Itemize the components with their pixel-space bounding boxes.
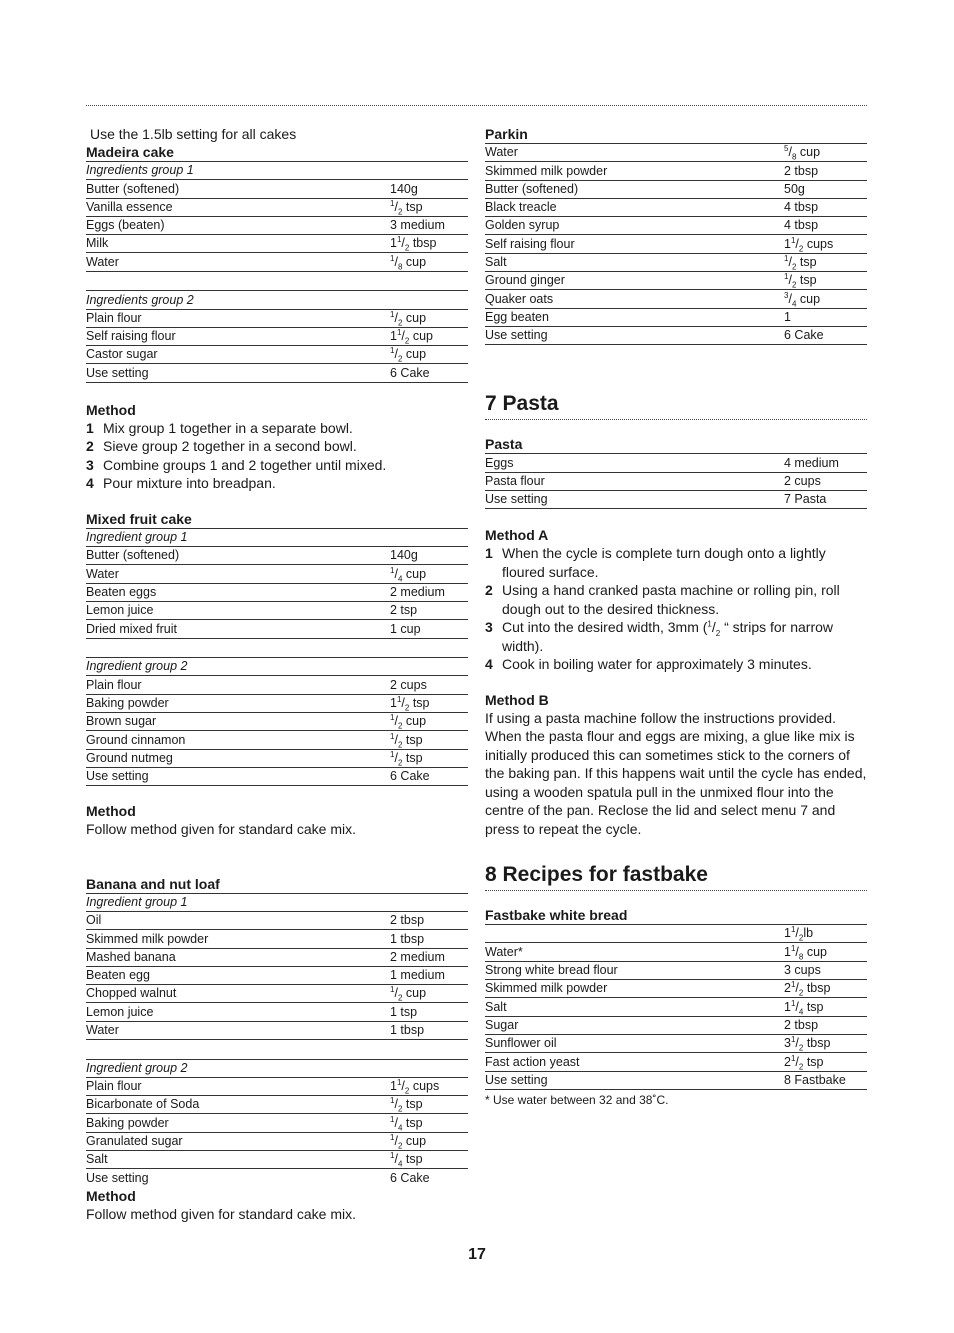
group-label: Ingredient group 2	[86, 1060, 390, 1078]
ingredient-name: Lemon juice	[86, 601, 390, 619]
ingredient-quantity: $1^1/_2$ cups	[784, 235, 867, 253]
ingredient-quantity: $^1/_2$ tsp	[390, 749, 468, 767]
ingredient-name: Eggs	[485, 454, 784, 472]
ingredient-quantity: 6 Cake	[390, 767, 468, 785]
ingredient-quantity: 1 medium	[390, 966, 468, 984]
ingredient-quantity	[390, 638, 468, 658]
ingredient-name: Eggs (beaten)	[86, 216, 390, 234]
ingredient-name: Self raising flour	[86, 327, 390, 345]
ingredient-name: Sunflower oil	[485, 1034, 784, 1052]
ingredient-name: Use setting	[485, 490, 784, 508]
table-row	[86, 198, 468, 216]
mixed-fruit-method-title: Method	[86, 803, 136, 820]
ingredient-name: Baking powder	[86, 694, 390, 712]
table-row	[86, 948, 468, 966]
intro-text: Use the 1.5lb setting for all cakes	[90, 126, 297, 142]
table-row	[86, 565, 468, 583]
ingredient-quantity: $^1/_2$ cup	[390, 309, 468, 327]
step-text: When the cycle is complete turn dough onto a lightly floured surface.	[502, 545, 826, 580]
ingredient-quantity: 4 tbsp	[784, 198, 867, 216]
ingredient-quantity: $^1/_2$ cup	[390, 1132, 468, 1150]
step-number: 4	[485, 656, 493, 673]
ingredient-quantity: $^1/_2$ tsp	[390, 1096, 468, 1114]
table-row	[86, 620, 468, 638]
method-step	[485, 581, 867, 618]
ingredient-quantity: 1 tbsp	[390, 930, 468, 948]
ingredient-name: Plain flour	[86, 1077, 390, 1095]
table-row	[86, 638, 468, 658]
blank-row	[86, 638, 390, 658]
table-row	[86, 1169, 468, 1187]
ingredient-quantity: 2 cups	[390, 676, 468, 694]
fastbake-title: Fastbake white bread	[485, 907, 628, 924]
blank-row	[86, 271, 390, 291]
pasta-ingredients-table	[485, 453, 867, 509]
ingredient-quantity: $^1/_2$ cup	[390, 346, 468, 364]
ingredient-name: Salt	[485, 253, 784, 271]
ingredient-name: Salt	[86, 1150, 390, 1168]
ingredient-name: Use setting	[86, 767, 390, 785]
table-row	[86, 1114, 468, 1132]
group-label: Ingredients group 1	[86, 162, 390, 180]
banana-title: Banana and nut loaf	[86, 875, 220, 892]
table-row	[86, 676, 468, 694]
step-text: Pour mixture into breadpan.	[103, 475, 276, 492]
table-row	[86, 346, 468, 364]
ingredient-name: Use setting	[485, 1071, 784, 1089]
method-step	[86, 419, 468, 438]
table-row	[86, 1003, 468, 1021]
table-row	[86, 911, 468, 929]
ingredient-name: Water	[86, 1021, 390, 1039]
header-cell	[485, 925, 784, 943]
blank-row	[86, 1040, 390, 1060]
ingredient-name: Dried mixed fruit	[86, 620, 390, 638]
mixed-fruit-ingredients-group-2-table	[86, 658, 468, 786]
method-step	[86, 437, 468, 456]
table-row	[86, 180, 468, 198]
table-row	[485, 490, 867, 508]
ingredient-quantity	[390, 162, 468, 180]
ingredient-quantity: $3^1/_2$ tbsp	[784, 1034, 867, 1052]
ingredient-quantity: $1^1/_2$ cups	[390, 1077, 468, 1095]
table-row	[485, 217, 867, 235]
table-row	[86, 528, 468, 546]
table-row	[86, 767, 468, 785]
group-label: Ingredients group 2	[86, 291, 390, 309]
ingredient-quantity: 2 cups	[784, 472, 867, 490]
method-step	[86, 474, 468, 493]
banana-ingredients-group-2-table	[86, 1060, 468, 1187]
fastbake-section-heading: 8 Recipes for fastbake	[485, 862, 867, 891]
table-row	[485, 980, 867, 998]
ingredient-name: Salt	[485, 998, 784, 1016]
ingredient-quantity	[390, 658, 468, 676]
table-row	[86, 291, 468, 309]
ingredient-quantity: 2 medium	[390, 583, 468, 601]
step-text: Cook in boiling water for approximately 3 minutes.	[502, 656, 812, 673]
table-row	[86, 583, 468, 601]
table-row	[485, 1053, 867, 1071]
ingredient-quantity: $^1/_4$ cup	[390, 565, 468, 583]
ingredient-quantity: $^1/_2$ tsp	[390, 731, 468, 749]
step-number: 3	[86, 456, 94, 473]
ingredient-quantity: 50g	[784, 180, 867, 198]
group-label: Ingredient group 2	[86, 658, 390, 676]
ingredient-quantity: $1^1/_2lb$	[784, 925, 867, 943]
parkin-ingredients-table	[485, 143, 867, 345]
ingredient-name: Butter (softened)	[86, 547, 390, 565]
table-row	[485, 180, 867, 198]
group-label: Ingredient group 1	[86, 528, 390, 546]
mixed-fruit-title: Mixed fruit cake	[86, 510, 192, 527]
banana-ingredients-table	[86, 893, 468, 1060]
table-row	[485, 472, 867, 490]
step-text: Mix group 1 together in a separate bowl.	[103, 419, 353, 436]
table-row	[86, 893, 468, 911]
ingredient-quantity	[390, 528, 468, 546]
table-row	[86, 1132, 468, 1150]
ingredient-quantity: $^1/_2$ cup	[390, 985, 468, 1003]
ingredient-name: Use setting	[86, 1170, 149, 1185]
ingredient-name: Bicarbonate of Soda	[86, 1096, 390, 1114]
table-row	[86, 712, 468, 730]
step-number: 1	[86, 419, 94, 436]
ingredient-quantity: $^1/_4$ tsp	[390, 1150, 468, 1168]
madeira-title: Madeira cake	[86, 144, 174, 160]
madeira-ingredients-group-2-table	[86, 291, 468, 382]
table-row	[485, 144, 867, 162]
ingredient-name: Quaker oats	[485, 290, 784, 308]
ingredient-name: Use setting	[86, 364, 390, 382]
ingredient-name: Beaten egg	[86, 966, 390, 984]
ingredient-quantity: $^5/_8$ cup	[784, 144, 867, 162]
ingredient-name: Self raising flour	[485, 235, 784, 253]
ingredient-name: Granulated sugar	[86, 1132, 390, 1150]
ingredient-quantity: $1^1/_2$ tbsp	[390, 235, 468, 253]
ingredient-name: Plain flour	[86, 309, 390, 327]
ingredient-quantity: 4 medium	[784, 454, 867, 472]
table-row	[86, 749, 468, 767]
ingredient-quantity: 2 tbsp	[784, 162, 867, 180]
group-label: Ingredient group 1	[86, 893, 390, 911]
ingredient-name: Oil	[86, 911, 390, 929]
ingredient-name: Water	[86, 253, 390, 271]
ingredient-quantity	[390, 271, 468, 291]
banana-method-text: Follow method given for standard cake mix.	[86, 1205, 357, 1222]
ingredient-quantity: 2 tbsp	[784, 1016, 867, 1034]
ingredient-name: Skimmed milk powder	[485, 980, 784, 998]
table-row	[485, 1034, 867, 1052]
ingredient-name: Plain flour	[86, 676, 390, 694]
step-text: Combine groups 1 and 2 together until mixed.	[103, 456, 387, 473]
ingredient-quantity: $1^1/_4$ tsp	[784, 998, 867, 1016]
table-row	[86, 658, 468, 676]
mixed-fruit-ingredients-table	[86, 528, 468, 658]
fastbake-water-note: * Use water between 32 and 38˚C.	[485, 1092, 669, 1107]
ingredient-quantity: $2^1/_2$ tbsp	[784, 980, 867, 998]
ingredient-quantity: 3 medium	[390, 216, 468, 234]
table-row	[86, 547, 468, 565]
ingredient-quantity: $^1/_2$ tsp	[784, 253, 867, 271]
method-step	[86, 456, 468, 475]
ingredient-name: Skimmed milk powder	[86, 930, 390, 948]
ingredient-name: Pasta flour	[485, 472, 784, 490]
step-text: Using a hand cranked pasta machine or rolling pin, roll dough out to the desired thickness.	[502, 582, 840, 617]
left-column	[86, 125, 468, 1223]
ingredient-name: Ground nutmeg	[86, 749, 390, 767]
pasta-title: Pasta	[485, 436, 523, 453]
table-row	[485, 1071, 867, 1089]
ingredient-quantity	[390, 1060, 468, 1078]
ingredient-name: Lemon juice	[86, 1003, 390, 1021]
ingredient-quantity: 3 cups	[784, 961, 867, 979]
table-row	[86, 985, 468, 1003]
ingredient-quantity: 1 tsp	[390, 1003, 468, 1021]
pasta-method-a-steps	[485, 544, 867, 674]
table-row	[86, 1021, 468, 1039]
table-row	[485, 162, 867, 180]
ingredient-name: Water*	[485, 943, 784, 961]
ingredient-quantity: $1^1/_2$ cup	[390, 327, 468, 345]
table-row	[86, 162, 468, 180]
table-row	[86, 930, 468, 948]
table-row	[485, 1016, 867, 1034]
page-number: 17	[468, 1246, 486, 1263]
ingredient-quantity: 1 cup	[390, 620, 468, 638]
table-row	[485, 925, 867, 943]
step-number: 2	[485, 582, 493, 599]
ingredient-quantity: $^3/_4$ cup	[784, 290, 867, 308]
fastbake-ingredients-table	[485, 924, 867, 1090]
ingredient-name: Egg beaten	[485, 308, 784, 326]
ingredient-name: Sugar	[485, 1016, 784, 1034]
ingredient-quantity: $^1/_8$ cup	[390, 253, 468, 271]
table-row	[485, 253, 867, 271]
ingredient-quantity: 1	[784, 308, 867, 326]
ingredient-quantity: 8 Fastbake	[784, 1071, 867, 1089]
table-row	[86, 364, 468, 382]
ingredient-name: Brown sugar	[86, 712, 390, 730]
step-text: Sieve group 2 together in a second bowl.	[103, 438, 357, 455]
pasta-method-a-title: Method A	[485, 527, 549, 544]
table-row	[485, 272, 867, 290]
ingredient-quantity: $1^1/_2$ tsp	[390, 694, 468, 712]
table-row	[485, 998, 867, 1016]
table-row	[86, 1060, 468, 1078]
table-row	[86, 235, 468, 253]
ingredient-quantity: $^1/_2$ cup	[390, 712, 468, 730]
table-row	[485, 961, 867, 979]
ingredient-name: Vanilla essence	[86, 198, 390, 216]
pasta-method-b-intro: If using a pasta machine follow the instructions provided.	[485, 709, 836, 726]
ingredient-name: Water	[86, 565, 390, 583]
ingredient-name: Butter (softened)	[485, 180, 784, 198]
ingredient-name: Butter (softened)	[86, 180, 390, 198]
ingredient-quantity: $2^1/_2$ tsp	[784, 1053, 867, 1071]
parkin-title: Parkin	[485, 126, 528, 142]
ingredient-quantity: 2 tsp	[390, 601, 468, 619]
ingredient-name: Golden syrup	[485, 217, 784, 235]
step-number: 3	[485, 619, 493, 636]
ingredient-name: Skimmed milk powder	[485, 162, 784, 180]
table-row	[485, 198, 867, 216]
pasta-method-b-title: Method B	[485, 691, 549, 708]
banana-method-title: Method	[86, 1187, 136, 1204]
pasta-method-b-text: When the pasta flour and eggs are mixing, a glue like mix is initially produced this can sometimes stick to the corners of the baking pan. If this happens wait until the cycle has ended, using a wooden spatula pull in the unmixed flour into the centre of the pan. Reclose the lid and select menu 7 and press to repeat the cycle.	[485, 728, 867, 837]
table-row	[86, 601, 468, 619]
step-number: 2	[86, 438, 94, 455]
table-row	[86, 966, 468, 984]
table-row	[86, 694, 468, 712]
ingredient-quantity: 1 tbsp	[390, 1021, 468, 1039]
step-number: 1	[485, 545, 493, 562]
madeira-ingredients-table	[86, 161, 468, 291]
table-row	[86, 731, 468, 749]
ingredient-quantity: 6 Cake	[390, 1170, 430, 1185]
ingredient-name: Use setting	[485, 326, 784, 344]
top-dotted-rule	[86, 105, 867, 106]
ingredient-quantity: 2 tbsp	[390, 911, 468, 929]
ingredient-quantity: $1^1/_8$ cup	[784, 943, 867, 961]
ingredient-name: Ground ginger	[485, 272, 784, 290]
ingredient-name: Black treacle	[485, 198, 784, 216]
ingredient-quantity	[390, 893, 468, 911]
table-row	[86, 1040, 468, 1060]
table-row	[485, 326, 867, 344]
table-row	[485, 235, 867, 253]
method-step	[485, 544, 867, 581]
ingredient-name: Ground cinnamon	[86, 731, 390, 749]
ingredient-name: Chopped walnut	[86, 985, 390, 1003]
table-row	[485, 308, 867, 326]
table-row	[86, 216, 468, 234]
ingredient-quantity: $^1/_2$ tsp	[390, 198, 468, 216]
right-column	[485, 125, 867, 1108]
step-number: 4	[86, 475, 94, 492]
pasta-section-heading: 7 Pasta	[485, 391, 867, 420]
ingredient-quantity: $^1/_4$ tsp	[390, 1114, 468, 1132]
table-row	[485, 454, 867, 472]
ingredient-quantity: 2 medium	[390, 948, 468, 966]
mixed-fruit-method-text: Follow method given for standard cake mix.	[86, 821, 357, 838]
madeira-method-steps	[86, 419, 468, 493]
table-row	[485, 943, 867, 961]
ingredient-name: Milk	[86, 235, 390, 253]
ingredient-quantity: 6 Cake	[390, 364, 468, 382]
ingredient-name: Baking powder	[86, 1114, 390, 1132]
table-row	[86, 271, 468, 291]
method-step	[485, 655, 867, 674]
ingredient-quantity	[390, 291, 468, 309]
madeira-method-title: Method	[86, 401, 136, 418]
ingredient-quantity: 140g	[390, 180, 468, 198]
ingredient-quantity: 140g	[390, 547, 468, 565]
ingredient-name: Water	[485, 144, 784, 162]
table-row	[86, 327, 468, 345]
table-row	[86, 1077, 468, 1095]
ingredient-quantity: 7 Pasta	[784, 490, 867, 508]
ingredient-name: Strong white bread flour	[485, 961, 784, 979]
method-step	[485, 618, 867, 655]
table-row	[86, 1096, 468, 1114]
ingredient-quantity: 6 Cake	[784, 326, 867, 344]
step-text: Cut into the desired width, 3mm ($^1/_2$ “ strips for narrow width).	[502, 619, 834, 654]
table-row	[485, 290, 867, 308]
table-row	[86, 1150, 468, 1168]
table-row	[86, 309, 468, 327]
ingredient-name: Mashed banana	[86, 948, 390, 966]
ingredient-quantity	[390, 1040, 468, 1060]
table-row	[86, 253, 468, 271]
ingredient-quantity: $^1/_2$ tsp	[784, 272, 867, 290]
ingredient-name: Beaten eggs	[86, 583, 390, 601]
ingredient-name: Fast action yeast	[485, 1053, 784, 1071]
ingredient-quantity: 4 tbsp	[784, 217, 867, 235]
ingredient-name: Castor sugar	[86, 346, 390, 364]
